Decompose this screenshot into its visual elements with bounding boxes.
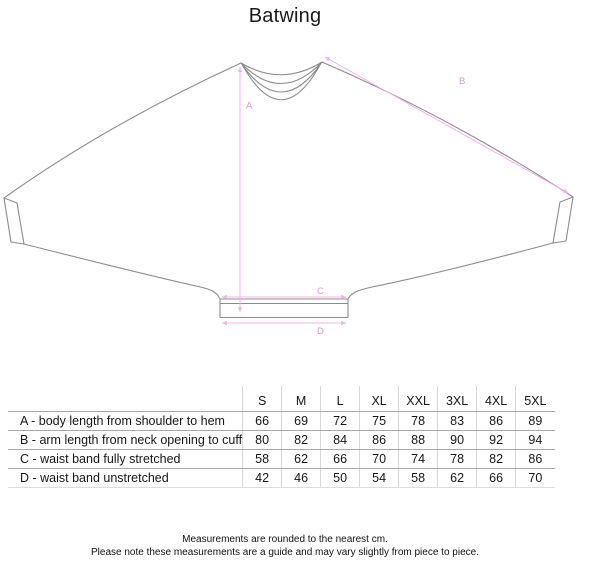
size-value-cell: 78 xyxy=(399,412,438,431)
measure-label-a: A xyxy=(246,100,253,112)
measure-label-c: C xyxy=(317,286,324,297)
size-value-cell: 86 xyxy=(516,450,555,469)
left-wing-top-edge xyxy=(4,63,241,198)
size-table-body xyxy=(8,412,555,488)
size-value-cell: 42 xyxy=(243,469,282,488)
measurement-lines xyxy=(222,57,568,323)
size-value-cell: 58 xyxy=(399,469,438,488)
size-value-cell: 89 xyxy=(516,412,555,431)
measure-label-b: B xyxy=(459,76,466,87)
size-value-cell: 46 xyxy=(282,469,321,488)
measurement-row-label: A - body length from shoulder to hem xyxy=(8,412,243,431)
size-value-cell: 80 xyxy=(243,431,282,450)
page-title: Batwing xyxy=(248,5,322,27)
size-column-header: M xyxy=(282,386,321,412)
size-value-cell: 70 xyxy=(516,469,555,488)
size-value-cell: 78 xyxy=(438,450,477,469)
size-column-header: 5XL xyxy=(516,386,555,412)
size-value-cell: 82 xyxy=(477,450,516,469)
waist-band xyxy=(220,299,348,318)
footer-line-1: Measurements are rounded to the nearest cm. xyxy=(182,534,388,545)
measurement-row xyxy=(8,412,555,431)
size-column-header: L xyxy=(321,386,360,412)
size-value-cell: 62 xyxy=(438,469,477,488)
right-underarm-edge xyxy=(348,243,553,299)
size-value-cell: 94 xyxy=(516,431,555,450)
measurement-row xyxy=(8,431,555,450)
size-value-cell: 54 xyxy=(360,469,399,488)
right-wing-top-edge xyxy=(322,62,573,197)
size-value-cell: 72 xyxy=(321,412,360,431)
size-column-header: XXL xyxy=(399,386,438,412)
measurement-row-label: C - waist band fully stretched xyxy=(8,450,243,469)
measurement-row-label: D - waist band unstretched xyxy=(8,469,243,488)
footer-line-2: Please note these measurements are a guide and may vary slightly from piece to piece. xyxy=(91,547,479,558)
left-underarm-edge xyxy=(24,244,220,299)
size-value-cell: 88 xyxy=(399,431,438,450)
size-column-header: 3XL xyxy=(438,386,477,412)
size-column-header: XL xyxy=(360,386,399,412)
size-column-header: S xyxy=(243,386,282,412)
size-value-cell: 66 xyxy=(243,412,282,431)
size-value-cell: 92 xyxy=(477,431,516,450)
size-value-cell: 86 xyxy=(477,412,516,431)
measurement-row xyxy=(8,469,555,488)
measure-line-b xyxy=(325,57,568,193)
footer-note xyxy=(0,533,570,559)
size-value-cell: 50 xyxy=(321,469,360,488)
neck-band xyxy=(241,62,322,100)
size-table xyxy=(8,386,555,488)
size-value-cell: 86 xyxy=(360,431,399,450)
size-value-cell: 83 xyxy=(438,412,477,431)
size-value-cell: 66 xyxy=(321,450,360,469)
size-value-cell: 69 xyxy=(282,412,321,431)
size-value-cell: 70 xyxy=(360,450,399,469)
size-value-cell: 75 xyxy=(360,412,399,431)
measurement-row-label: B - arm length from neck opening to cuff xyxy=(8,431,243,450)
size-column-header: 4XL xyxy=(477,386,516,412)
size-value-cell: 84 xyxy=(321,431,360,450)
measure-label-d: D xyxy=(317,326,324,337)
size-value-cell: 82 xyxy=(282,431,321,450)
measurement-row xyxy=(8,450,555,469)
size-value-cell: 90 xyxy=(438,431,477,450)
right-cuff xyxy=(553,197,573,243)
size-value-cell: 62 xyxy=(282,450,321,469)
garment-outline xyxy=(4,62,573,318)
empty-header-cell xyxy=(8,386,243,412)
left-cuff xyxy=(4,198,24,244)
size-value-cell: 58 xyxy=(243,450,282,469)
size-value-cell: 74 xyxy=(399,450,438,469)
size-value-cell: 66 xyxy=(477,469,516,488)
size-table-header-row xyxy=(8,386,555,412)
